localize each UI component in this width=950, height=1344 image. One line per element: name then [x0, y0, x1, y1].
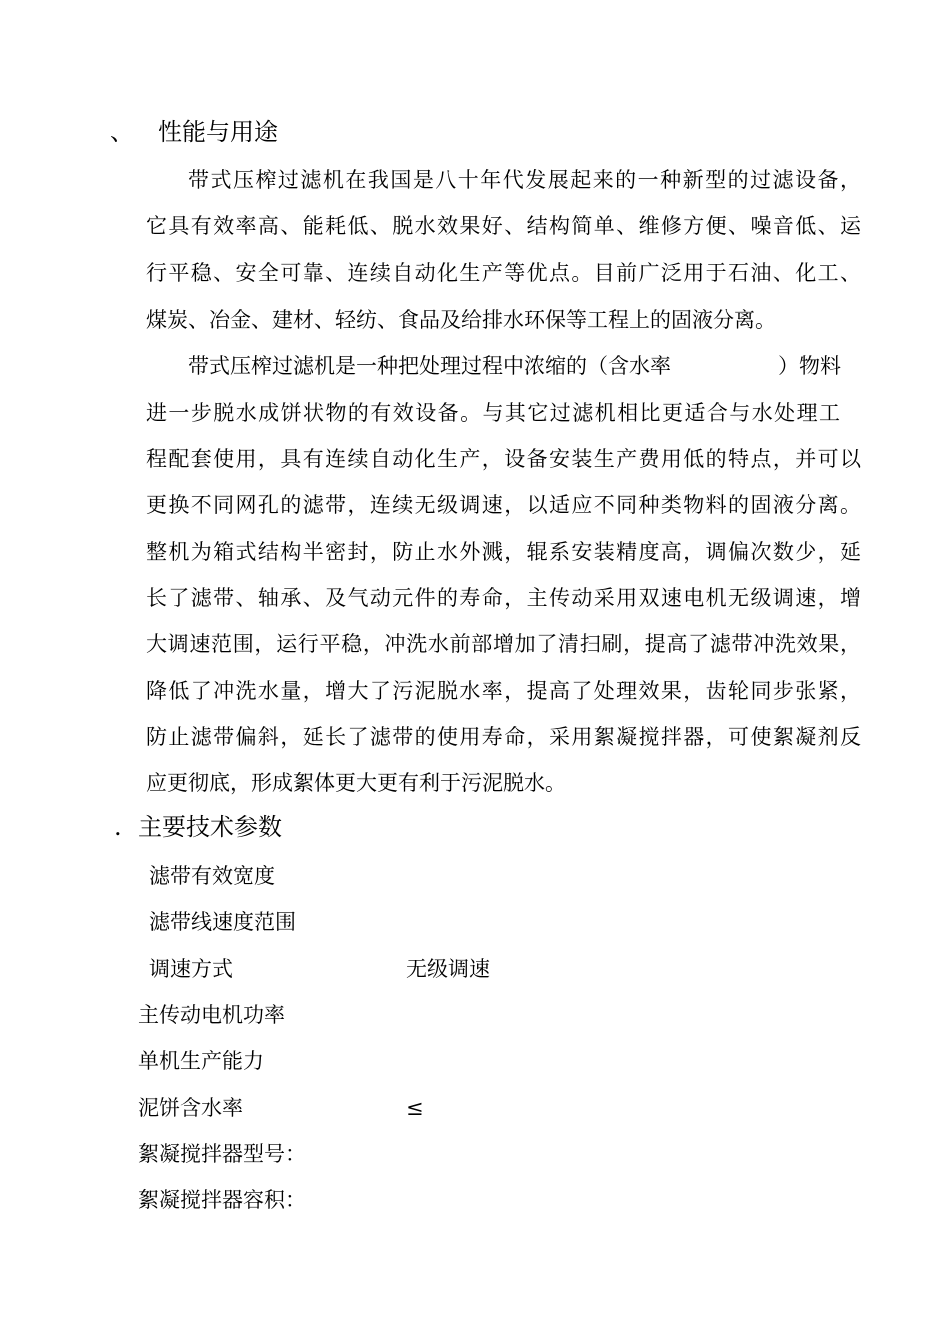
- para2-line-6: 长了滤带、轴承、及气动元件的寿命，主传动采用双速电机无级调速，增: [146, 586, 861, 610]
- param-label-motor-power: 主传动电机功率: [138, 1003, 285, 1027]
- para1-line-2: 它具有效率高、能耗低、脱水效果好、结构简单、维修方便、噪音低、运: [146, 214, 861, 238]
- section1-marker: 、: [110, 118, 134, 146]
- para2-line-5: 整机为箱式结构半密封，防止水外溅，辊系安装精度高，调偏次数少，延: [146, 540, 861, 564]
- param-label-speed-mode: 调速方式: [149, 957, 233, 981]
- param-value-cake-moisture: ≤: [406, 1096, 424, 1120]
- para2-line-10: 应更彻底，形成絮体更大更有利于污泥脱水。: [146, 771, 566, 795]
- para1-line-3: 行平稳、安全可靠、连续自动化生产等优点。目前广泛用于石油、化工、: [146, 261, 861, 285]
- param-label-belt-width: 滤带有效宽度: [149, 864, 275, 888]
- para2-line-8: 降低了冲洗水量，增大了污泥脱水率，提高了处理效果，齿轮同步张紧，: [146, 679, 861, 703]
- para2-line-1b: ）物料: [778, 354, 841, 378]
- para2-line-3: 程配套使用，具有连续自动化生产，设备安装生产费用低的特点，并可以: [146, 447, 861, 471]
- param-label-mixer-volume: 絮凝搅拌器容积：: [138, 1188, 306, 1212]
- param-value-speed-mode: 无级调速: [406, 957, 490, 981]
- para1-line-1: 带式压榨过滤机在我国是八十年代发展起来的一种新型的过滤设备，: [188, 168, 861, 192]
- para1-line-4: 煤炭、冶金、建材、轻纺、食品及给排水环保等工程上的固液分离。: [146, 308, 776, 332]
- section1-title: 性能与用途: [158, 118, 278, 146]
- section2-title: 主要技术参数: [138, 813, 282, 841]
- para2-line-9: 防止滤带偏斜，延长了滤带的使用寿命，采用絮凝搅拌器，可使絮凝剂反: [146, 725, 861, 749]
- param-label-mixer-model: 絮凝搅拌器型号：: [138, 1142, 306, 1166]
- section2-marker: .: [114, 813, 122, 841]
- para2-line-1a: 带式压榨过滤机是一种把处理过程中浓缩的（含水率: [188, 354, 671, 378]
- para2-line-4: 更换不同网孔的滤带，连续无级调速，以适应不同种类物料的固液分离。: [146, 493, 861, 517]
- param-label-cake-moisture: 泥饼含水率: [138, 1096, 243, 1120]
- param-label-capacity: 单机生产能力: [138, 1049, 264, 1073]
- para2-line-2: 进一步脱水成饼状物的有效设备。与其它过滤机相比更适合与水处理工: [146, 401, 840, 425]
- para2-line-7: 大调速范围，运行平稳，冲洗水前部增加了清扫刷，提高了滤带冲洗效果，: [146, 632, 861, 656]
- param-label-belt-speed: 滤带线速度范围: [149, 910, 296, 934]
